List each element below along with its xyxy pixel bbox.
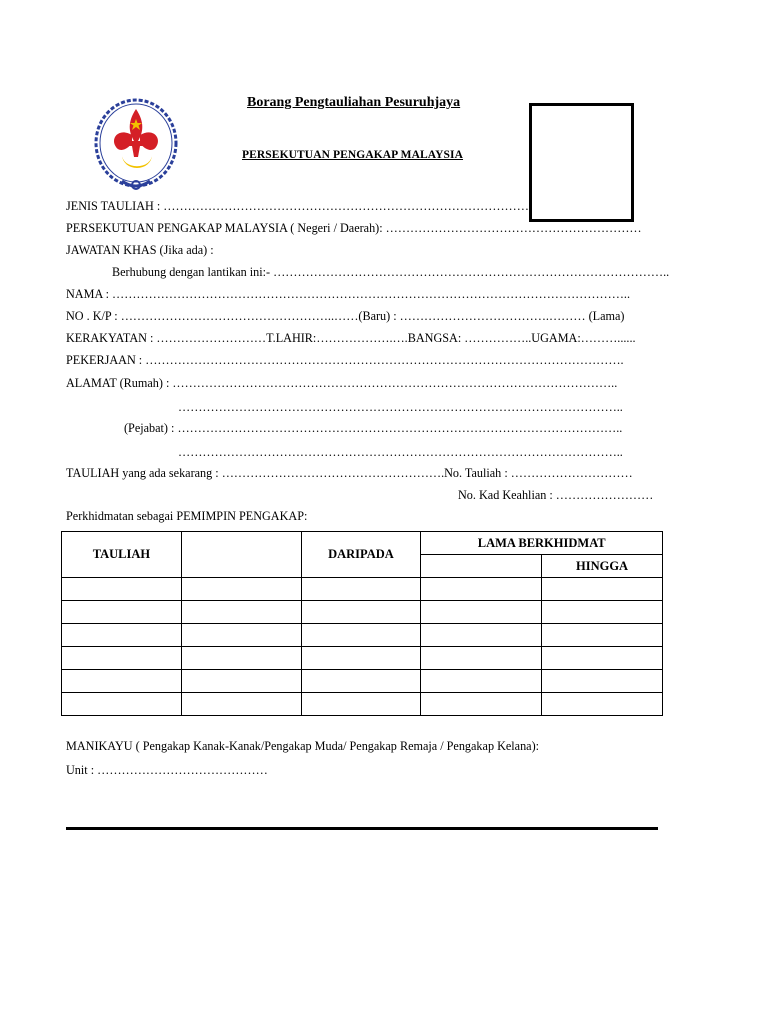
alamat-pejabat-line2[interactable]: ……………………………………………………………………………………………….. bbox=[178, 445, 623, 459]
horizontal-divider bbox=[66, 827, 658, 830]
scout-emblem-icon bbox=[92, 97, 184, 202]
table-cell[interactable] bbox=[421, 647, 542, 670]
table-header-row bbox=[62, 532, 663, 555]
table-cell[interactable] bbox=[301, 578, 421, 601]
manikayu-label: MANIKAYU ( Pengakap Kanak-Kanak/Pengakap Muda/ Pengakap Remaja / Pengakap Kelana): bbox=[66, 739, 540, 753]
table-row bbox=[62, 624, 663, 647]
table-cell[interactable] bbox=[421, 601, 542, 624]
table-row bbox=[62, 578, 663, 601]
nama-field[interactable]: NAMA : ……………………………………………………………………………………………………………….. bbox=[66, 287, 631, 301]
table-cell[interactable] bbox=[421, 670, 542, 693]
table-cell[interactable] bbox=[542, 670, 663, 693]
table-cell[interactable] bbox=[301, 624, 421, 647]
jenis-tauliah-field[interactable]: JENIS TAULIAH : ……………………………………………………………………………… bbox=[66, 199, 529, 213]
perkhidmatan-label: Perkhidmatan sebagai PEMIMPIN PENGAKAP: bbox=[66, 509, 308, 523]
header-hingga: HINGGA bbox=[542, 555, 663, 578]
form-title: Borang Pengtauliahan Pesuruhjaya bbox=[247, 95, 461, 110]
no-kad-keahlian-field[interactable]: No. Kad Keahlian : …………………… bbox=[458, 488, 654, 502]
table-cell[interactable] bbox=[181, 693, 301, 716]
header-column-4 bbox=[421, 555, 542, 578]
table-cell[interactable] bbox=[542, 601, 663, 624]
photo-box-icon bbox=[529, 103, 634, 222]
table-cell[interactable] bbox=[421, 578, 542, 601]
header-lama-berkhidmat: LAMA BERKHIDMAT bbox=[421, 532, 663, 555]
table-cell[interactable] bbox=[62, 624, 182, 647]
organization-title: PERSEKUTUAN PENGAKAP MALAYSIA bbox=[242, 149, 464, 161]
table-cell[interactable] bbox=[62, 601, 182, 624]
service-table bbox=[61, 531, 663, 716]
table-cell[interactable] bbox=[181, 624, 301, 647]
table-cell[interactable] bbox=[421, 693, 542, 716]
table-cell[interactable] bbox=[301, 601, 421, 624]
alamat-pejabat-field[interactable]: (Pejabat) : ……………………………………………………………………………………………….. bbox=[124, 421, 623, 435]
table-cell[interactable] bbox=[181, 578, 301, 601]
unit-field[interactable]: Unit : …………………………………… bbox=[66, 763, 268, 777]
table-cell[interactable] bbox=[181, 601, 301, 624]
header-daripada: DARIPADA bbox=[301, 532, 421, 578]
pekerjaan-field[interactable]: PEKERJAAN : ………………………………………………………………………………………………………. bbox=[66, 353, 624, 367]
header-tauliah: TAULIAH bbox=[62, 532, 182, 578]
table-row bbox=[62, 693, 663, 716]
header-column-2 bbox=[181, 532, 301, 578]
table-cell[interactable] bbox=[542, 624, 663, 647]
persekutuan-field[interactable]: PERSEKUTUAN PENGAKAP MALAYSIA ( Negeri / Daerah): ……………………………………………………… bbox=[66, 221, 642, 235]
table-cell[interactable] bbox=[301, 670, 421, 693]
table-cell[interactable] bbox=[62, 647, 182, 670]
table-cell[interactable] bbox=[181, 670, 301, 693]
table-row bbox=[62, 601, 663, 624]
table-cell[interactable] bbox=[542, 647, 663, 670]
table-cell[interactable] bbox=[181, 647, 301, 670]
tauliah-sekarang-field[interactable]: TAULIAH yang ada sekarang : ……………………………………………….No. Tauliah : ………………………… bbox=[66, 466, 633, 480]
table-cell[interactable] bbox=[301, 647, 421, 670]
table-row bbox=[62, 670, 663, 693]
table-cell[interactable] bbox=[62, 670, 182, 693]
table-cell[interactable] bbox=[62, 693, 182, 716]
table-row bbox=[62, 647, 663, 670]
table-cell[interactable] bbox=[62, 578, 182, 601]
kerakyatan-field[interactable]: KERAKYATAN : ………………………T.LAHIR:……………….….BANGSA: ……………..UGAMA:………...... bbox=[66, 331, 636, 345]
jawatan-khas-label: JAWATAN KHAS (Jika ada) : bbox=[66, 243, 214, 257]
no-kp-field[interactable]: NO . K/P : ……………………………………………..……(Baru) : ……………………………….……… (Lama) bbox=[66, 309, 625, 323]
table-cell[interactable] bbox=[542, 693, 663, 716]
alamat-rumah-field[interactable]: ALAMAT (Rumah) : ……………………………………………………………………………………………….. bbox=[66, 376, 618, 390]
table-cell[interactable] bbox=[301, 693, 421, 716]
table-cell[interactable] bbox=[421, 624, 542, 647]
table-cell[interactable] bbox=[542, 578, 663, 601]
berhubung-field[interactable]: Berhubung dengan lantikan ini:- …………………………………………………………………………………….. bbox=[112, 265, 670, 279]
alamat-rumah-line2[interactable]: ……………………………………………………………………………………………….. bbox=[178, 400, 623, 414]
